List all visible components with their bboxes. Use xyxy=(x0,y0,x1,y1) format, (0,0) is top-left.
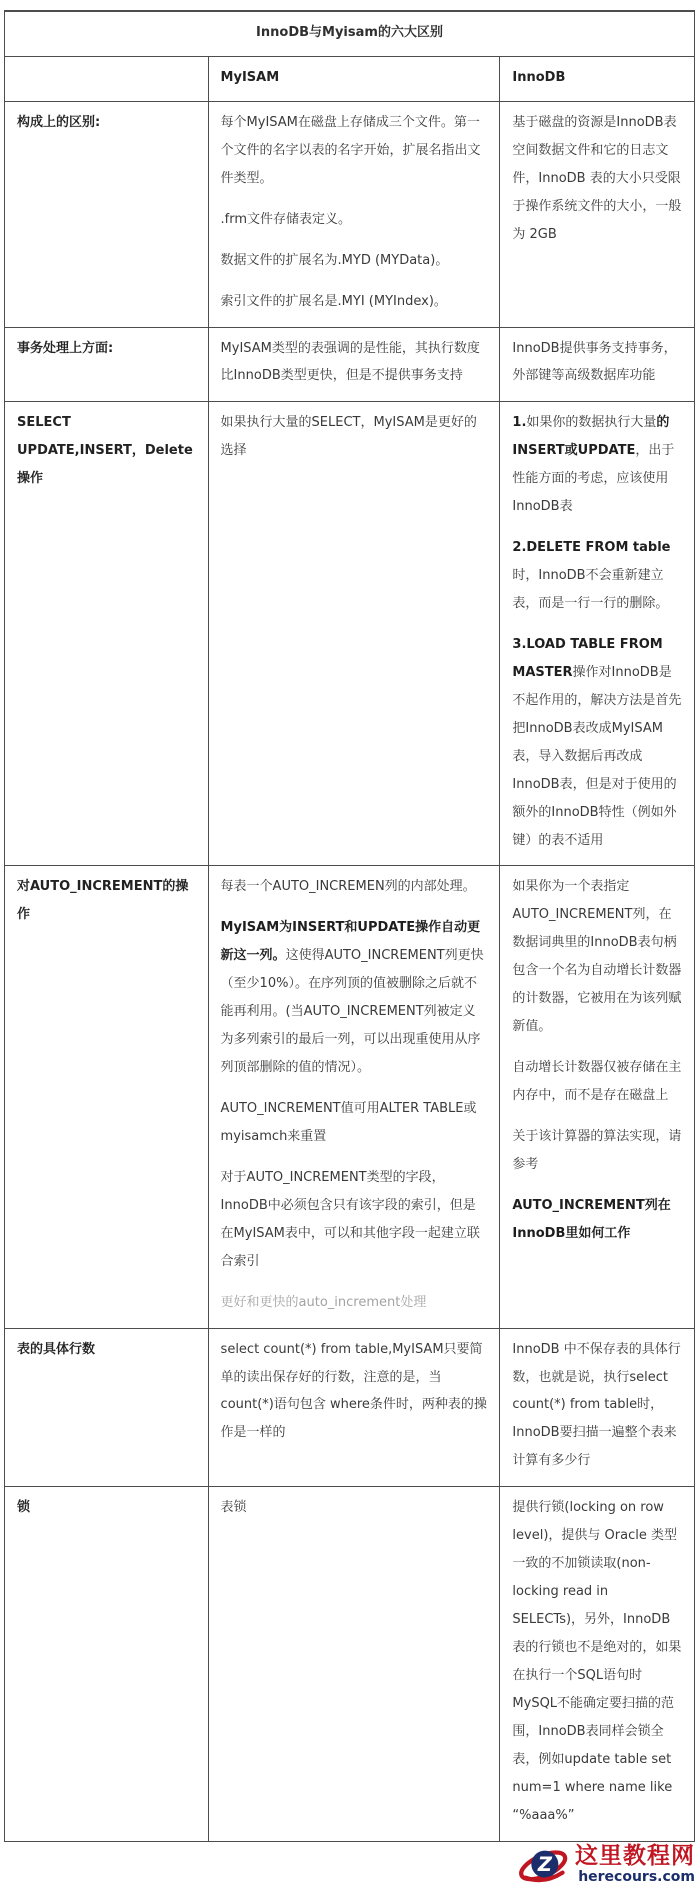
text-run: 每个MyISAM在磁盘上存储成三个文件。第一个文件的名字以表的名字开始，扩展名指出文件类型。 xyxy=(220,114,481,186)
cell-paragraph xyxy=(512,335,682,391)
cell-paragraph xyxy=(512,1494,682,1829)
myisam-cell xyxy=(208,101,500,327)
table-row xyxy=(5,866,695,1328)
text-run: 自动增长计数器仅被存储在主内存中，而不是存在磁盘上 xyxy=(512,1060,682,1103)
comparison-table-body xyxy=(5,11,695,1841)
logo-letter: Z xyxy=(537,1852,552,1876)
innodb-cell xyxy=(500,402,695,866)
innodb-cell xyxy=(500,1487,695,1841)
innodb-cell xyxy=(500,101,695,327)
innodb-cell xyxy=(500,1328,695,1487)
text-run: select count(*) from table,MyISAM只要简单的读出保存好的行数，注意的是，当count(*)语句包含 where条件时，两种表的操作是一样的 xyxy=(220,1341,487,1441)
row-label: 锁 xyxy=(5,1487,209,1841)
cell-paragraph xyxy=(512,873,682,1041)
text-run: 提供行锁(locking on row level)，提供与 Oracle 类型一致的不加锁读取(non-locking read in SELECTs)，另外，InnoDB表的行锁也不是绝对的，如果在执行一个SQL语句时MySQL不能确定要扫描的范围，InnoDB表同样会锁全表，例如update table set num=1 where name like “%aaa%” xyxy=(512,1500,682,1823)
logo-domain: herecours.com xyxy=(578,1868,695,1885)
column-header-empty xyxy=(5,56,209,101)
myisam-cell xyxy=(208,402,500,866)
text-run: 操作对InnoDB是不起作用的，解决方法是首先把InnoDB表改成MyISAM表，导入数据后再改成InnoDB表，但是对于使用的额外的InnoDB特性（例如外键）的表不适用 xyxy=(512,664,682,848)
text-run: 如果你为一个表指定AUTO_INCREMENT列，在数据词典里的InnoDB表句柄包含一个名为自动增长计数器的计数器，它被用在为该列赋新值。 xyxy=(512,879,682,1035)
row-label: 事务处理上方面: xyxy=(5,327,209,402)
text-run: ，出于性能方面的考虑，应该使用InnoDB表 xyxy=(512,443,675,515)
text-run: AUTO_INCREMENT值可用ALTER TABLE或myisamch来重置 xyxy=(220,1101,477,1144)
text-run: 关于该计算器的算法实现，请参考 xyxy=(512,1128,682,1172)
text-run: InnoDB 中不保存表的具体行数，也就是说，执行select count(*) from table时，InnoDB要扫描一遍整个表来计算有多少行 xyxy=(512,1341,681,1469)
text-run: 基于磁盘的资源是InnoDB表空间数据文件和它的日志文件，InnoDB 表的大小只受限于操作系统文件的大小，一般为 2GB xyxy=(512,114,682,242)
text-run: 索引文件的扩展名是.MYI (MYIndex)。 xyxy=(220,293,447,309)
header-row xyxy=(5,56,695,101)
cell-paragraph xyxy=(512,534,682,618)
cell-paragraph xyxy=(221,1095,488,1151)
comparison-table xyxy=(4,10,695,1842)
cell-paragraph xyxy=(221,914,488,1082)
table-title: InnoDB与Myisam的六大区别 xyxy=(5,11,695,56)
text-run: .frm文件存储表定义。 xyxy=(220,211,352,227)
footer xyxy=(4,1842,695,1890)
column-header-myisam: MyISAM xyxy=(208,56,500,101)
logo-text xyxy=(575,1844,695,1886)
cell-paragraph xyxy=(512,1054,682,1110)
text-run: InnoDB提供事务支持事务，外部键等高级数据库功能 xyxy=(512,340,677,384)
cell-paragraph xyxy=(221,1289,488,1317)
text-run: 对于AUTO_INCREMENT类型的字段，InnoDB中必须包含只有该字段的索引，但是在MyISAM表中，可以和其他字段一起建立联合索引 xyxy=(220,1169,480,1269)
cell-paragraph xyxy=(221,1336,488,1448)
text-run: 的INSERT或UPDATE xyxy=(512,415,670,459)
table-row xyxy=(5,1328,695,1487)
cell-paragraph xyxy=(512,109,682,249)
text-run: 数据文件的扩展名为.MYD (MYData)。 xyxy=(220,252,449,268)
cell-paragraph xyxy=(221,288,488,316)
row-label: 表的具体行数 xyxy=(5,1328,209,1487)
text-run: MyISAM为INSERT和UPDATE操作自动更新这一列。 xyxy=(220,920,481,964)
text-run: 表锁 xyxy=(220,1500,247,1516)
cell-paragraph xyxy=(221,873,488,901)
cell-paragraph xyxy=(221,1494,488,1522)
row-label: 构成上的区别: xyxy=(5,101,209,327)
text-run: 1. xyxy=(512,415,527,431)
table-row xyxy=(5,101,695,327)
text-run: MyISAM类型的表强调的是性能，其执行数度比InnoDB类型更快，但是不提供事务支持 xyxy=(220,340,480,384)
title-row xyxy=(5,11,695,56)
text-run: 时，InnoDB不会重新建立表，而是一行一行的删除。 xyxy=(512,568,669,611)
myisam-cell xyxy=(208,866,500,1328)
cell-paragraph xyxy=(221,335,488,391)
cell-paragraph xyxy=(512,1192,682,1248)
cell-paragraph xyxy=(221,409,488,465)
logo-z-globe-icon xyxy=(517,1842,571,1888)
text-run: 3.LOAD TABLE FROM MASTER xyxy=(512,636,663,680)
cell-paragraph xyxy=(512,409,682,521)
cell-paragraph xyxy=(221,109,488,193)
text-run: 更好和更快的auto_increment处理 xyxy=(220,1294,427,1310)
myisam-cell xyxy=(208,1328,500,1487)
cell-paragraph xyxy=(512,631,682,855)
herecours-logo[interactable] xyxy=(517,1842,695,1888)
text-run: AUTO_INCREMENT列在InnoDB里如何工作 xyxy=(512,1197,671,1241)
cell-paragraph xyxy=(221,247,488,275)
text-run: 每表一个AUTO_INCREMEN列的内部处理。 xyxy=(220,879,476,895)
myisam-cell xyxy=(208,327,500,402)
text-run: 2.DELETE FROM table xyxy=(512,540,671,556)
text-run: 这使得AUTO_INCREMENT列更快（至少10%）。在序列顶的值被删除之后就不能再利用。(当AUTO_INCREMENT列被定义为多列索引的最后一列，可以出现重使用从序列顶部删除的值的情况）。 xyxy=(220,948,484,1076)
cell-paragraph xyxy=(512,1123,682,1179)
cell-paragraph xyxy=(221,206,488,234)
innodb-cell xyxy=(500,866,695,1328)
table-row xyxy=(5,402,695,866)
row-label: SELECT UPDATE,INSERT，Delete操作 xyxy=(5,402,209,866)
table-row xyxy=(5,327,695,402)
text-run: 如果执行大量的SELECT，MyISAM是更好的选择 xyxy=(220,415,477,459)
row-label: 对AUTO_INCREMENT的操作 xyxy=(5,866,209,1328)
myisam-cell xyxy=(208,1487,500,1841)
column-header-innodb: InnoDB xyxy=(500,56,695,101)
innodb-cell xyxy=(500,327,695,402)
logo-brand-name: 这里教程网 xyxy=(575,1842,695,1869)
cell-paragraph xyxy=(512,1336,682,1476)
table-row xyxy=(5,1487,695,1841)
cell-paragraph xyxy=(221,1164,488,1276)
text-run: 如果你的数据执行大量 xyxy=(526,415,657,431)
